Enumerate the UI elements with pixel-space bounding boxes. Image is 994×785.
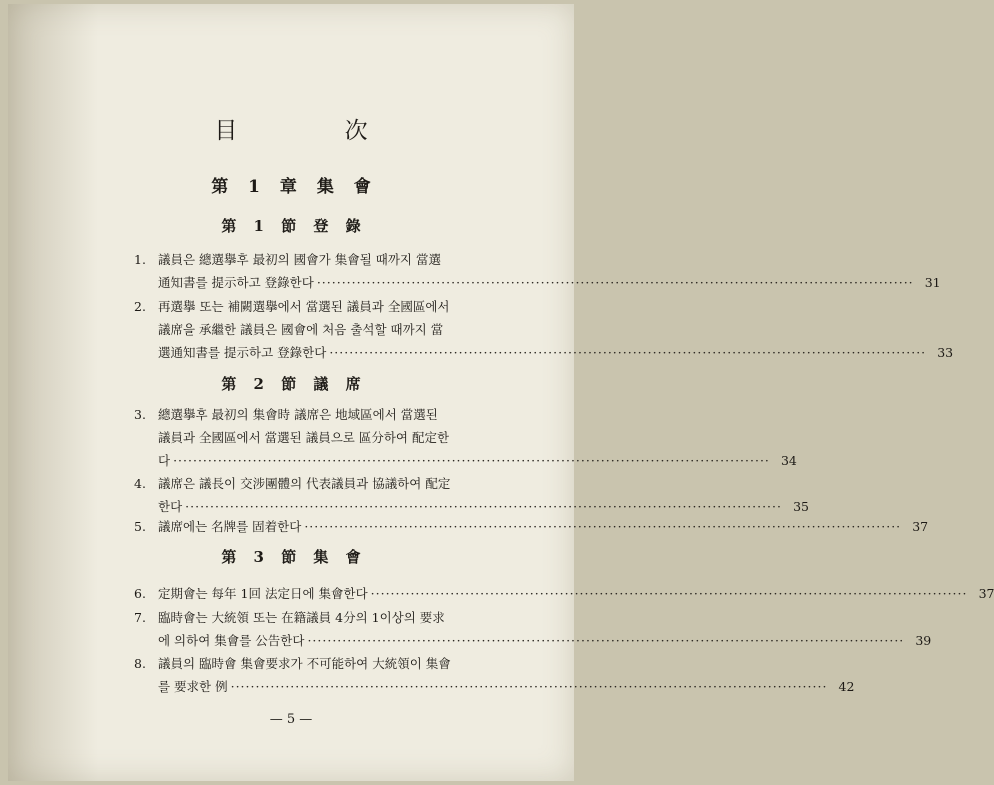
page-number: — 5 —	[269, 712, 313, 727]
toc-page-number: 34	[780, 453, 797, 468]
toc-entry-number: 3.	[134, 407, 146, 422]
toc-entry-text: 議席에는 名牌를 固着한다	[158, 519, 302, 534]
toc-entry-line	[134, 515, 929, 538]
toc-entry-line	[134, 629, 932, 652]
section-heading-3: 第 3 節 集 會	[221, 548, 361, 566]
toc-leader-dots: ························································································································	[329, 345, 927, 360]
toc-entry-number: 5.	[134, 519, 146, 534]
toc-entry-text: 를 要求한 例	[158, 679, 228, 694]
toc-entry-line	[134, 652, 546, 675]
toc-entry-number: 2.	[134, 299, 146, 314]
toc-entry-number: 6.	[134, 586, 146, 601]
toc-leader-dots: ························································································································	[173, 453, 770, 468]
toc-entry-text: 議員은 總選擧후 最初의 國會가 集會될 때까지 當選	[158, 252, 441, 267]
toc-page-number: 37	[912, 519, 929, 534]
toc-entry-line	[134, 472, 546, 495]
toc-entry-line	[134, 426, 546, 449]
toc-entry[interactable]	[134, 652, 855, 698]
toc-entry-line	[134, 403, 546, 426]
toc-entry[interactable]	[134, 582, 994, 605]
toc-entry-number: 7.	[134, 610, 146, 625]
toc-entry-text: 議席을 承繼한 議員은 國會에 처음 출석할 때까지 當	[158, 322, 444, 337]
toc-entry[interactable]	[134, 472, 809, 518]
toc-entry-text: 한다	[158, 499, 183, 514]
toc-entry[interactable]	[134, 248, 941, 294]
toc-entry-number: 4.	[134, 476, 146, 491]
toc-entry-text: 臨時會는 大統領 또는 在籍議員 4分의 1이상의 要求	[158, 610, 445, 625]
section-heading-1: 第 1 節 登 錄	[221, 217, 361, 235]
toc-entry-text: 定期會는 每年 1回 法定日에 集會한다	[158, 586, 368, 601]
toc-entry-text: 再選擧 또는 補闕選擧에서 當選된 議員과 全國區에서	[158, 299, 450, 314]
toc-entry-line	[134, 675, 855, 698]
toc-entry-line	[134, 582, 994, 605]
section-heading-2: 第 2 節 議 席	[221, 375, 361, 393]
toc-page-number: 37	[978, 586, 994, 601]
toc-entry[interactable]	[134, 295, 954, 364]
toc-leader-dots: ························································································································	[370, 586, 968, 601]
toc-entry[interactable]	[134, 403, 797, 472]
toc-entry-text: 議席은 議長이 交涉團體의 代表議員과 協議하여 配定	[158, 476, 451, 491]
toc-entry-line	[134, 341, 954, 364]
toc-leader-dots: ························································································································	[307, 633, 905, 648]
toc-entry-line	[134, 248, 546, 271]
toc-entry-text: 다	[158, 453, 171, 468]
toc-leader-dots: ························································································································	[230, 679, 828, 694]
toc-entry-line	[134, 271, 941, 294]
toc-entry-number: 1.	[134, 252, 146, 267]
toc-entry-line	[134, 295, 546, 318]
toc-entry-text: 議員의 臨時會 集會要求가 不可能하여 大統領이 集會	[158, 656, 451, 671]
toc-entry-text: 總選擧후 最初의 集會時 議席은 地域區에서 當選된	[158, 407, 438, 422]
toc-page-number: 42	[838, 679, 855, 694]
chapter-heading: 第 1 章 集 會	[211, 177, 371, 197]
toc-entry[interactable]	[134, 515, 929, 538]
toc-page-number: 35	[793, 499, 809, 514]
toc-page-number: 39	[915, 633, 932, 648]
toc-entry-text: 에 의하여 集會를 公告한다	[158, 633, 305, 648]
toc-entry[interactable]	[134, 606, 932, 652]
toc-entry-text: 通知書를 提示하고 登錄한다	[158, 275, 314, 290]
toc-entry-text: 議員과 全國區에서 當選된 議員으로 區分하여 配定한	[158, 430, 450, 445]
toc-page-number: 31	[924, 275, 941, 290]
toc-entry-line	[134, 318, 546, 341]
toc-title: 目 次	[214, 118, 418, 144]
toc-leader-dots: ························································································································	[185, 499, 782, 514]
toc-page-number: 33	[937, 345, 954, 360]
toc-entry-text: 選通知書를 提示하고 登錄한다	[158, 345, 327, 360]
toc-leader-dots: ························································································································	[304, 519, 902, 534]
toc-entry-line	[134, 449, 797, 472]
toc-entry-number: 8.	[134, 656, 146, 671]
toc-leader-dots: ························································································································	[316, 275, 914, 290]
toc-entry-line	[134, 606, 546, 629]
